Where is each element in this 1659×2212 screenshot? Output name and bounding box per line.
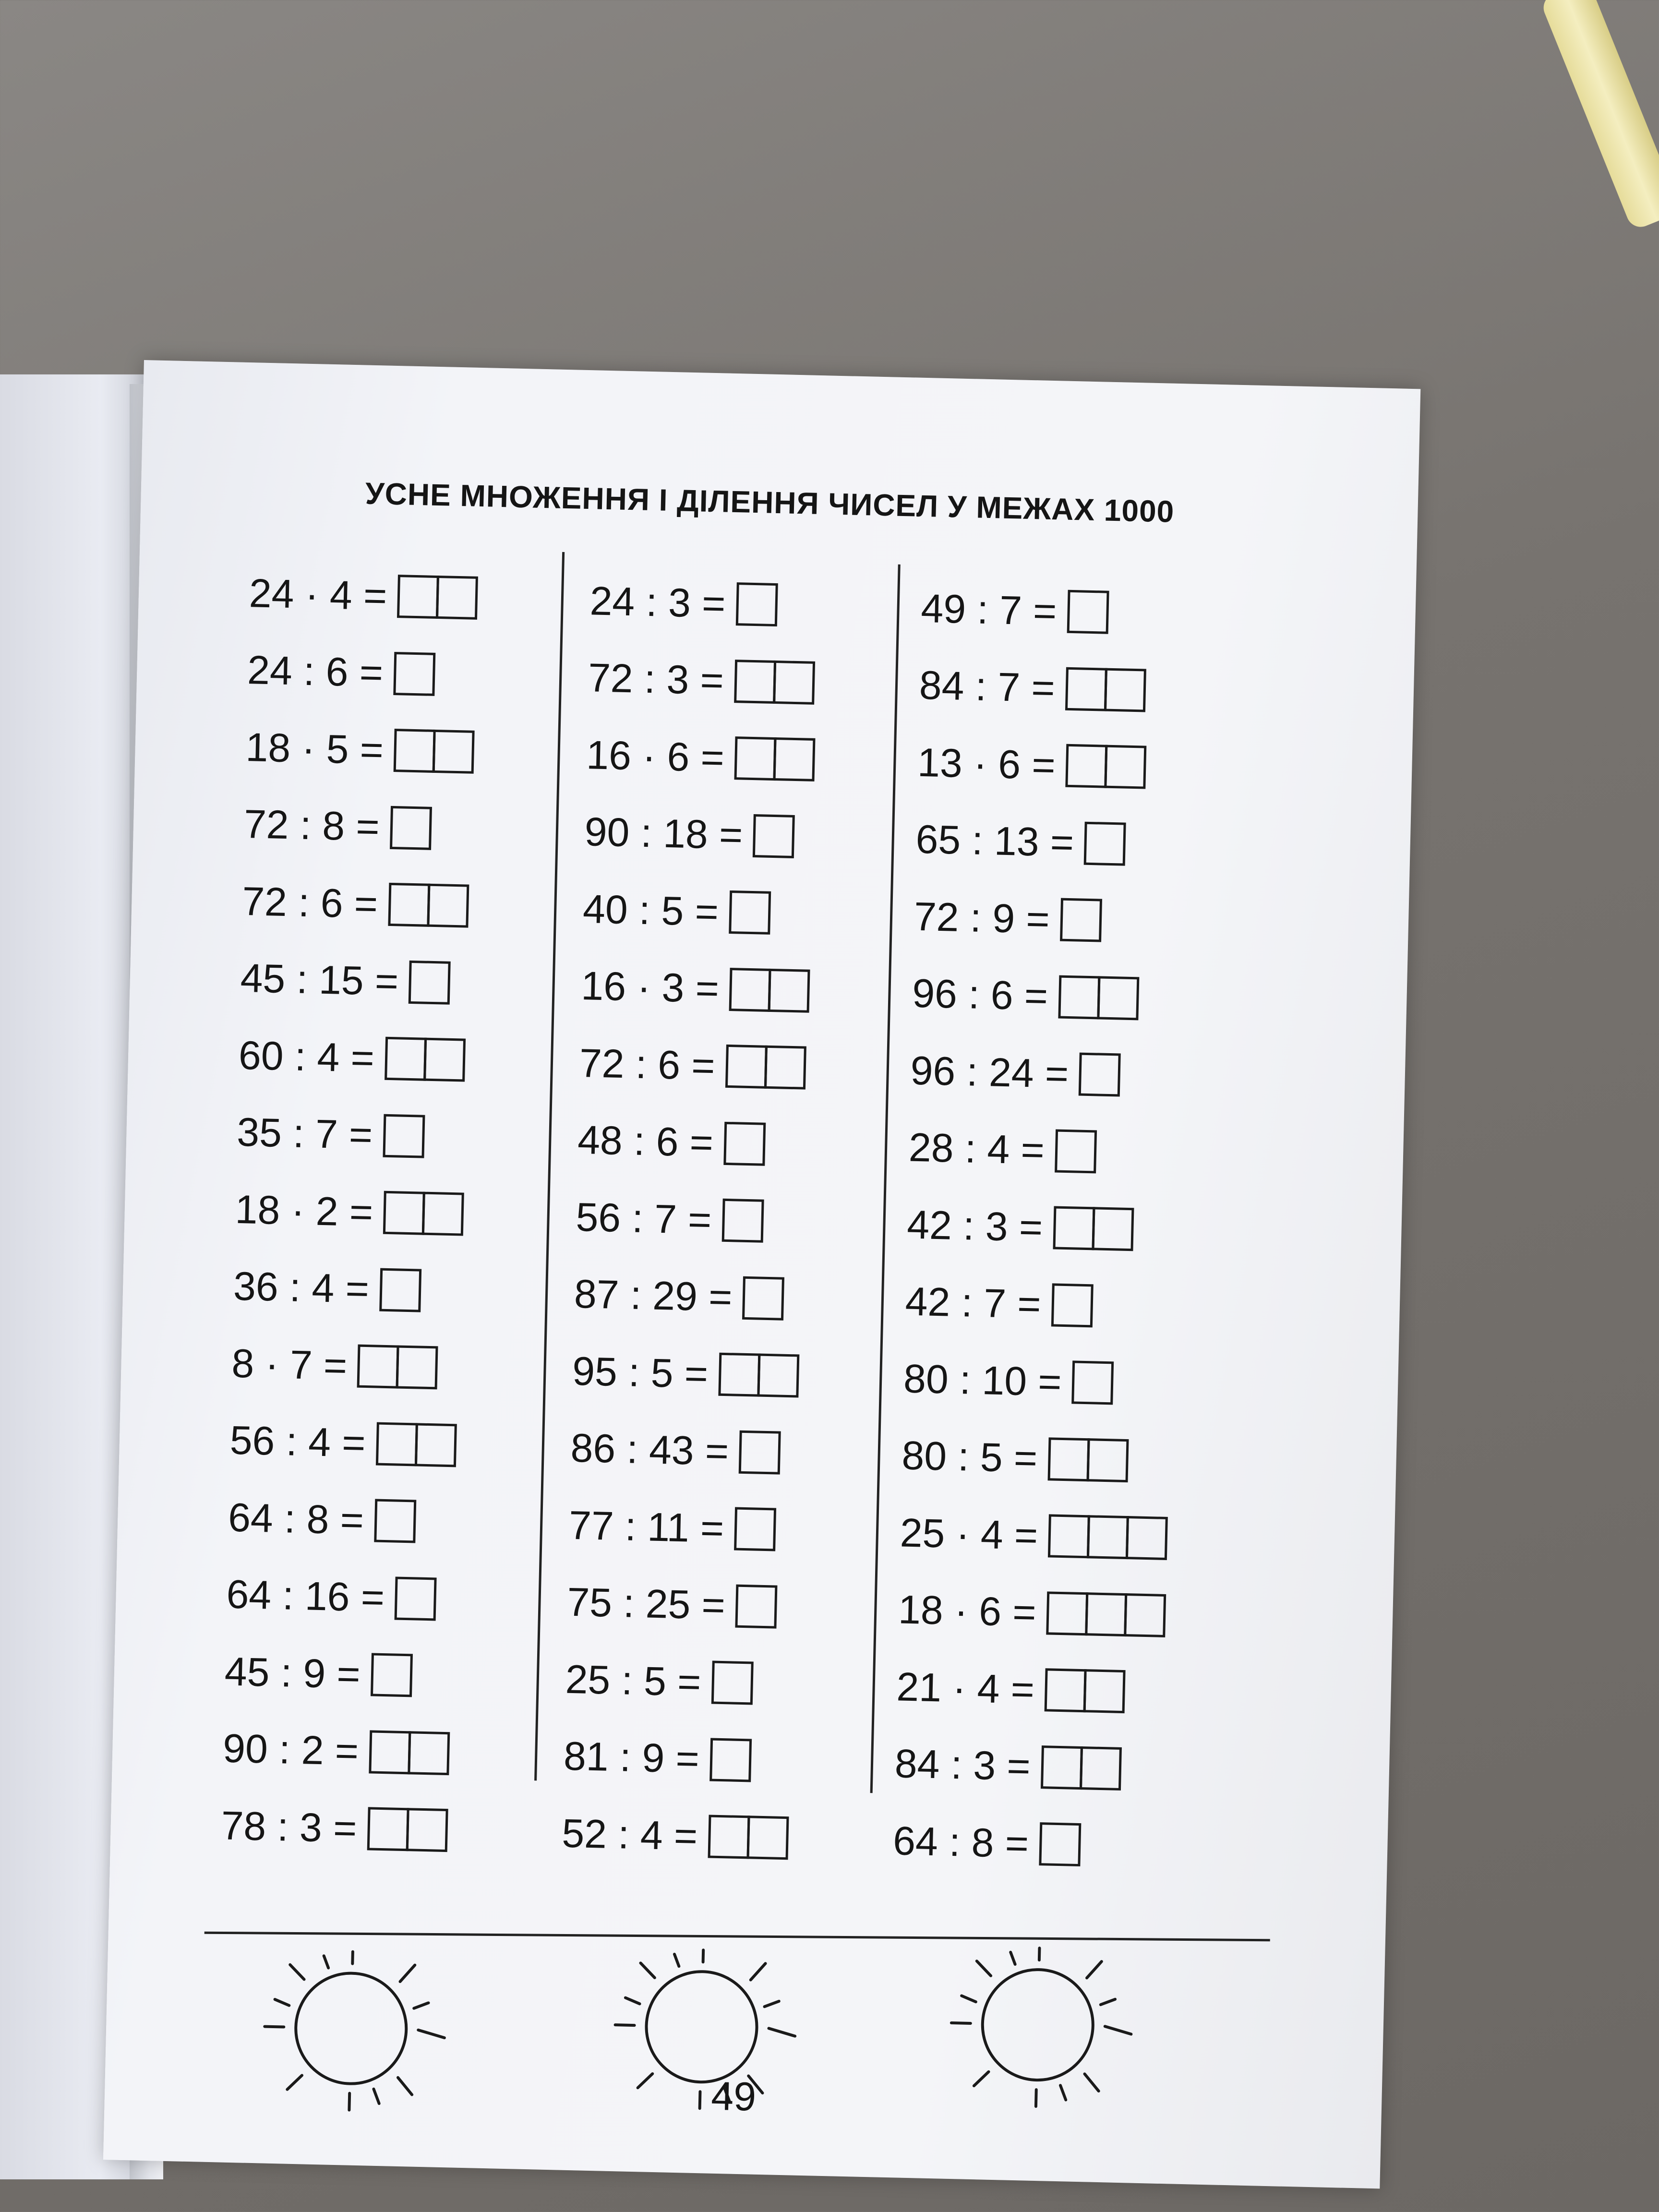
exercise-row [908, 1109, 1177, 1192]
answer-box[interactable] [414, 1423, 457, 1467]
exercise-row [222, 1710, 453, 1792]
answer-boxes [725, 1045, 806, 1090]
exercise-expression: 35 : 7 = [236, 1109, 373, 1158]
answer-boxes [383, 1114, 425, 1158]
exercise-row [228, 1479, 458, 1561]
answer-boxes [409, 961, 451, 1005]
answer-boxes [357, 1345, 438, 1390]
exercise-expression: 13 · 6 = [917, 739, 1056, 788]
answer-boxes [711, 1661, 753, 1705]
exercise-expression: 77 : 11 = [568, 1502, 725, 1551]
sun-icon [940, 1939, 1145, 2116]
exercise-expression: 28 : 4 = [908, 1124, 1045, 1173]
answer-boxes [367, 1807, 448, 1852]
answer-box[interactable] [1060, 898, 1102, 942]
answer-box[interactable] [1047, 1437, 1090, 1481]
exercise-row [575, 1178, 805, 1261]
answer-box[interactable] [433, 730, 475, 774]
answer-box[interactable] [371, 1653, 413, 1697]
exercise-column-1 [220, 554, 479, 1869]
exercise-row [231, 1325, 461, 1407]
answer-boxes [721, 1199, 764, 1243]
answer-boxes [1060, 898, 1102, 942]
exercise-expression: 96 : 6 = [912, 970, 1049, 1019]
exercise-expression: 40 : 5 = [582, 886, 719, 935]
exercise-expression: 72 : 9 = [914, 893, 1050, 942]
exercise-row [236, 1094, 467, 1176]
answer-boxes [1047, 1437, 1129, 1482]
exercise-row [587, 639, 817, 721]
exercise-expression: 24 · 4 = [248, 570, 388, 619]
answer-box[interactable] [1084, 821, 1126, 866]
exercise-expression: 95 : 5 = [572, 1348, 709, 1396]
exercise-row [912, 955, 1181, 1038]
exercise-expression: 78 : 3 = [220, 1803, 358, 1851]
exercise-row [245, 709, 475, 791]
exercise-row [238, 1017, 468, 1099]
exercise-expression: 80 : 10 = [903, 1356, 1062, 1405]
answer-box[interactable] [764, 1046, 806, 1090]
exercise-row [578, 1024, 809, 1106]
answer-box[interactable] [367, 1807, 409, 1851]
answer-boxes [734, 660, 815, 705]
answer-box[interactable] [1086, 1438, 1129, 1482]
answer-box[interactable] [409, 961, 451, 1005]
answer-box[interactable] [1067, 590, 1109, 634]
answer-box[interactable] [734, 1507, 776, 1551]
answer-box[interactable] [1053, 1206, 1095, 1250]
answer-box[interactable] [436, 576, 478, 620]
answer-boxes [1065, 667, 1146, 712]
answer-boxes [388, 883, 469, 928]
exercise-expression: 52 : 4 = [561, 1810, 698, 1859]
exercise-expression: 64 : 8 = [228, 1494, 364, 1543]
column-divider [534, 552, 565, 1780]
exercise-row [566, 1563, 797, 1646]
answer-boxes [723, 1122, 766, 1166]
exercise-column-2 [561, 562, 819, 1877]
exercise-row [247, 632, 477, 714]
exercise-row [586, 716, 816, 798]
answer-boxes [729, 890, 771, 935]
answer-box[interactable] [385, 1037, 427, 1081]
exercise-expression: 42 : 3 = [906, 1202, 1044, 1250]
answer-boxes [1067, 590, 1109, 634]
exercise-expression: 84 : 7 = [918, 662, 1056, 711]
answer-box[interactable] [735, 582, 778, 626]
answer-boxes [1058, 975, 1139, 1020]
answer-box[interactable] [1104, 668, 1146, 712]
exercise-row [899, 1494, 1168, 1577]
answer-box[interactable] [746, 1816, 789, 1860]
exercise-expression: 90 : 2 = [222, 1725, 359, 1774]
exercise-expression: 72 : 6 = [578, 1040, 716, 1089]
column-divider [870, 565, 901, 1793]
answer-box[interactable] [1097, 976, 1139, 1020]
answer-box[interactable] [723, 1122, 766, 1166]
answer-box[interactable] [396, 1346, 438, 1390]
answer-box[interactable] [383, 1191, 425, 1235]
answer-box[interactable] [1079, 1053, 1121, 1097]
answer-box[interactable] [757, 1354, 799, 1398]
exercise-row [918, 647, 1188, 730]
exercise-expression: 80 : 5 = [901, 1432, 1038, 1481]
answer-box[interactable] [369, 1730, 411, 1774]
answer-boxes [735, 1584, 778, 1628]
answer-boxes [742, 1276, 784, 1321]
answer-box[interactable] [1080, 1746, 1122, 1791]
exercise-row [234, 1171, 465, 1253]
answer-box[interactable] [734, 736, 777, 781]
answer-boxes [1084, 821, 1126, 866]
exercise-expression: 84 : 3 = [894, 1741, 1031, 1789]
answer-boxes [1048, 1515, 1168, 1561]
answer-boxes [718, 1353, 799, 1398]
answer-boxes [1039, 1822, 1081, 1866]
exercise-row [913, 878, 1182, 961]
answer-box[interactable] [1083, 1669, 1126, 1713]
exercise-expression: 48 : 6 = [577, 1117, 714, 1166]
exercise-expression: 25 · 4 = [899, 1510, 1039, 1558]
answer-box[interactable] [394, 729, 436, 773]
exercise-expression: 60 : 4 = [238, 1032, 375, 1081]
answer-box[interactable] [1051, 1283, 1093, 1327]
exercise-row [570, 1409, 800, 1491]
exercise-expression: 87 : 29 = [574, 1271, 733, 1320]
answer-boxes [734, 1507, 776, 1551]
exercise-row [226, 1556, 456, 1638]
page-title: УСНЕ МНОЖЕННЯ І ДІЛЕННЯ ЧИСЕЛ У МЕЖАХ 1000 [365, 476, 1175, 529]
exercise-expression: 25 : 5 = [565, 1656, 702, 1705]
answer-box[interactable] [1092, 1207, 1134, 1251]
answer-box[interactable] [1041, 1745, 1083, 1790]
exercise-column-3 [892, 570, 1190, 1885]
answer-boxes [369, 1730, 450, 1775]
answer-boxes [1079, 1053, 1121, 1097]
exercise-expression: 86 : 43 = [570, 1425, 730, 1474]
exercise-expression: 96 : 24 = [910, 1047, 1070, 1096]
exercise-row [582, 870, 812, 952]
answer-boxes [1041, 1745, 1122, 1791]
answer-box[interactable] [729, 968, 771, 1012]
exercise-row [906, 1186, 1176, 1269]
exercise-expression: 81 : 9 = [563, 1733, 700, 1782]
answer-boxes [1051, 1283, 1093, 1327]
exercise-row [232, 1248, 463, 1330]
answer-box[interactable] [729, 890, 771, 935]
answer-box[interactable] [388, 883, 430, 927]
exercise-row [902, 1340, 1172, 1423]
exercise-row [917, 724, 1186, 807]
exercise-row [563, 1718, 793, 1800]
exercise-row [920, 570, 1190, 653]
exercise-expression: 36 : 4 = [233, 1263, 370, 1312]
exercise-expression: 56 : 7 = [575, 1194, 712, 1243]
answer-box[interactable] [406, 1808, 448, 1852]
answer-box[interactable] [773, 737, 816, 781]
answer-box[interactable] [1046, 1591, 1088, 1635]
answer-box[interactable] [1124, 1593, 1166, 1637]
answer-boxes [393, 652, 435, 696]
exercise-expression: 75 : 25 = [566, 1579, 726, 1628]
exercise-expression: 65 : 13 = [915, 816, 1075, 866]
answer-box[interactable] [1048, 1515, 1090, 1559]
exercise-row [577, 1101, 807, 1183]
answer-box[interactable] [1104, 745, 1146, 789]
answer-box[interactable] [1058, 975, 1100, 1019]
exercise-expression: 24 : 3 = [589, 577, 726, 626]
exercise-expression: 18 · 5 = [245, 724, 384, 773]
exercise-expression: 18 · 6 = [898, 1587, 1037, 1635]
answer-boxes [1045, 1669, 1126, 1714]
answer-box[interactable] [1055, 1129, 1097, 1173]
answer-box[interactable] [753, 814, 795, 858]
answer-box[interactable] [1087, 1515, 1129, 1559]
answer-boxes [735, 582, 778, 626]
answer-box[interactable] [1126, 1516, 1168, 1560]
exercise-row [248, 554, 479, 637]
exercise-expression: 8 · 7 = [231, 1340, 348, 1388]
exercise-row [894, 1725, 1163, 1808]
answer-box[interactable] [390, 806, 432, 850]
pencil [1539, 0, 1659, 231]
exercise-expression: 49 : 7 = [920, 585, 1058, 634]
answer-box[interactable] [718, 1353, 760, 1397]
exercise-row [904, 1263, 1174, 1346]
answer-boxes [1066, 744, 1147, 789]
exercise-row [561, 1795, 792, 1877]
answer-boxes [1053, 1206, 1134, 1251]
answer-box[interactable] [708, 1815, 750, 1859]
exercise-row [568, 1487, 798, 1569]
answer-box[interactable] [357, 1345, 399, 1389]
exercise-row [896, 1648, 1165, 1731]
answer-boxes [371, 1653, 413, 1697]
exercise-row [243, 785, 473, 867]
exercise-expression: 24 : 6 = [247, 647, 384, 696]
answer-box[interactable] [393, 652, 435, 696]
answer-boxes [390, 806, 432, 850]
exercise-expression: 56 : 4 = [229, 1417, 366, 1466]
exercise-row [565, 1641, 795, 1723]
answer-boxes [383, 1191, 464, 1236]
answer-box[interactable] [1039, 1822, 1081, 1866]
exercise-expression: 72 : 3 = [588, 655, 724, 703]
answer-boxes [1071, 1361, 1114, 1405]
workbook-page [103, 360, 1420, 2188]
exercise-expression: 64 : 8 = [892, 1817, 1029, 1866]
answer-box[interactable] [1085, 1592, 1127, 1636]
answer-boxes [709, 1738, 752, 1782]
answer-boxes [729, 968, 810, 1013]
answer-box[interactable] [383, 1114, 425, 1158]
exercise-expression: 72 : 6 = [241, 878, 379, 927]
exercise-expression: 64 : 16 = [226, 1571, 385, 1621]
exercise-expression: 42 : 7 = [904, 1278, 1042, 1327]
answer-box[interactable] [739, 1430, 781, 1474]
exercise-row [220, 1787, 451, 1869]
page-number: 49 [710, 2073, 757, 2119]
answer-box[interactable] [768, 969, 810, 1013]
answer-boxes [394, 729, 475, 774]
exercise-row [224, 1633, 454, 1715]
exercise-expression: 45 : 15 = [240, 955, 399, 1004]
answer-box[interactable] [773, 661, 815, 705]
exercise-expression: 72 : 8 = [243, 801, 380, 850]
sun-icon [253, 1942, 458, 2119]
exercise-expression: 21 · 4 = [896, 1664, 1035, 1712]
exercise-row [892, 1802, 1162, 1885]
exercise-row [901, 1417, 1170, 1500]
answer-box[interactable] [395, 1576, 437, 1621]
answer-box[interactable] [427, 884, 469, 928]
exercise-expression: 45 : 9 = [224, 1648, 361, 1697]
answer-box[interactable] [422, 1192, 464, 1236]
answer-box[interactable] [379, 1268, 421, 1312]
exercise-expression: 16 · 3 = [580, 963, 720, 1011]
exercise-expression: 18 · 2 = [234, 1186, 374, 1235]
answer-box[interactable] [734, 660, 776, 704]
answer-box[interactable] [1065, 667, 1107, 711]
answer-boxes [1055, 1129, 1097, 1173]
exercise-row [915, 801, 1184, 884]
answer-box[interactable] [374, 1499, 416, 1543]
answer-boxes [734, 736, 816, 781]
answer-boxes [397, 575, 478, 620]
answer-boxes [379, 1268, 421, 1312]
answer-box[interactable] [408, 1731, 450, 1775]
answer-box[interactable] [375, 1422, 418, 1466]
exercise-row [240, 939, 470, 1022]
answer-box[interactable] [1071, 1361, 1114, 1405]
exercise-row [580, 948, 811, 1030]
exercise-row [229, 1402, 459, 1484]
exercise-row [241, 863, 472, 945]
exercise-row [572, 1333, 802, 1415]
answer-boxes [739, 1430, 781, 1474]
answer-box[interactable] [721, 1199, 764, 1243]
answer-boxes [753, 814, 795, 858]
answer-boxes [374, 1499, 416, 1543]
answer-boxes [385, 1037, 466, 1082]
answer-box[interactable] [1045, 1669, 1087, 1713]
answer-boxes [395, 1576, 437, 1621]
answer-boxes [708, 1815, 789, 1860]
answer-box[interactable] [423, 1038, 466, 1082]
answer-boxes [375, 1422, 457, 1467]
exercise-row [584, 793, 814, 876]
exercise-expression: 90 : 18 = [584, 809, 744, 858]
answer-box[interactable] [397, 575, 439, 619]
answer-box[interactable] [1066, 744, 1108, 788]
exercise-row [898, 1571, 1167, 1654]
exercise-row [573, 1255, 804, 1337]
bottom-rule [204, 1932, 1270, 1941]
answer-box[interactable] [735, 1584, 778, 1628]
exercise-expression: 16 · 6 = [586, 732, 725, 781]
answer-box[interactable] [725, 1045, 767, 1089]
answer-box[interactable] [711, 1661, 753, 1705]
answer-boxes [1046, 1591, 1166, 1637]
exercise-row [589, 562, 819, 644]
exercise-row [910, 1032, 1179, 1115]
answer-box[interactable] [709, 1738, 752, 1782]
answer-box[interactable] [742, 1276, 784, 1321]
